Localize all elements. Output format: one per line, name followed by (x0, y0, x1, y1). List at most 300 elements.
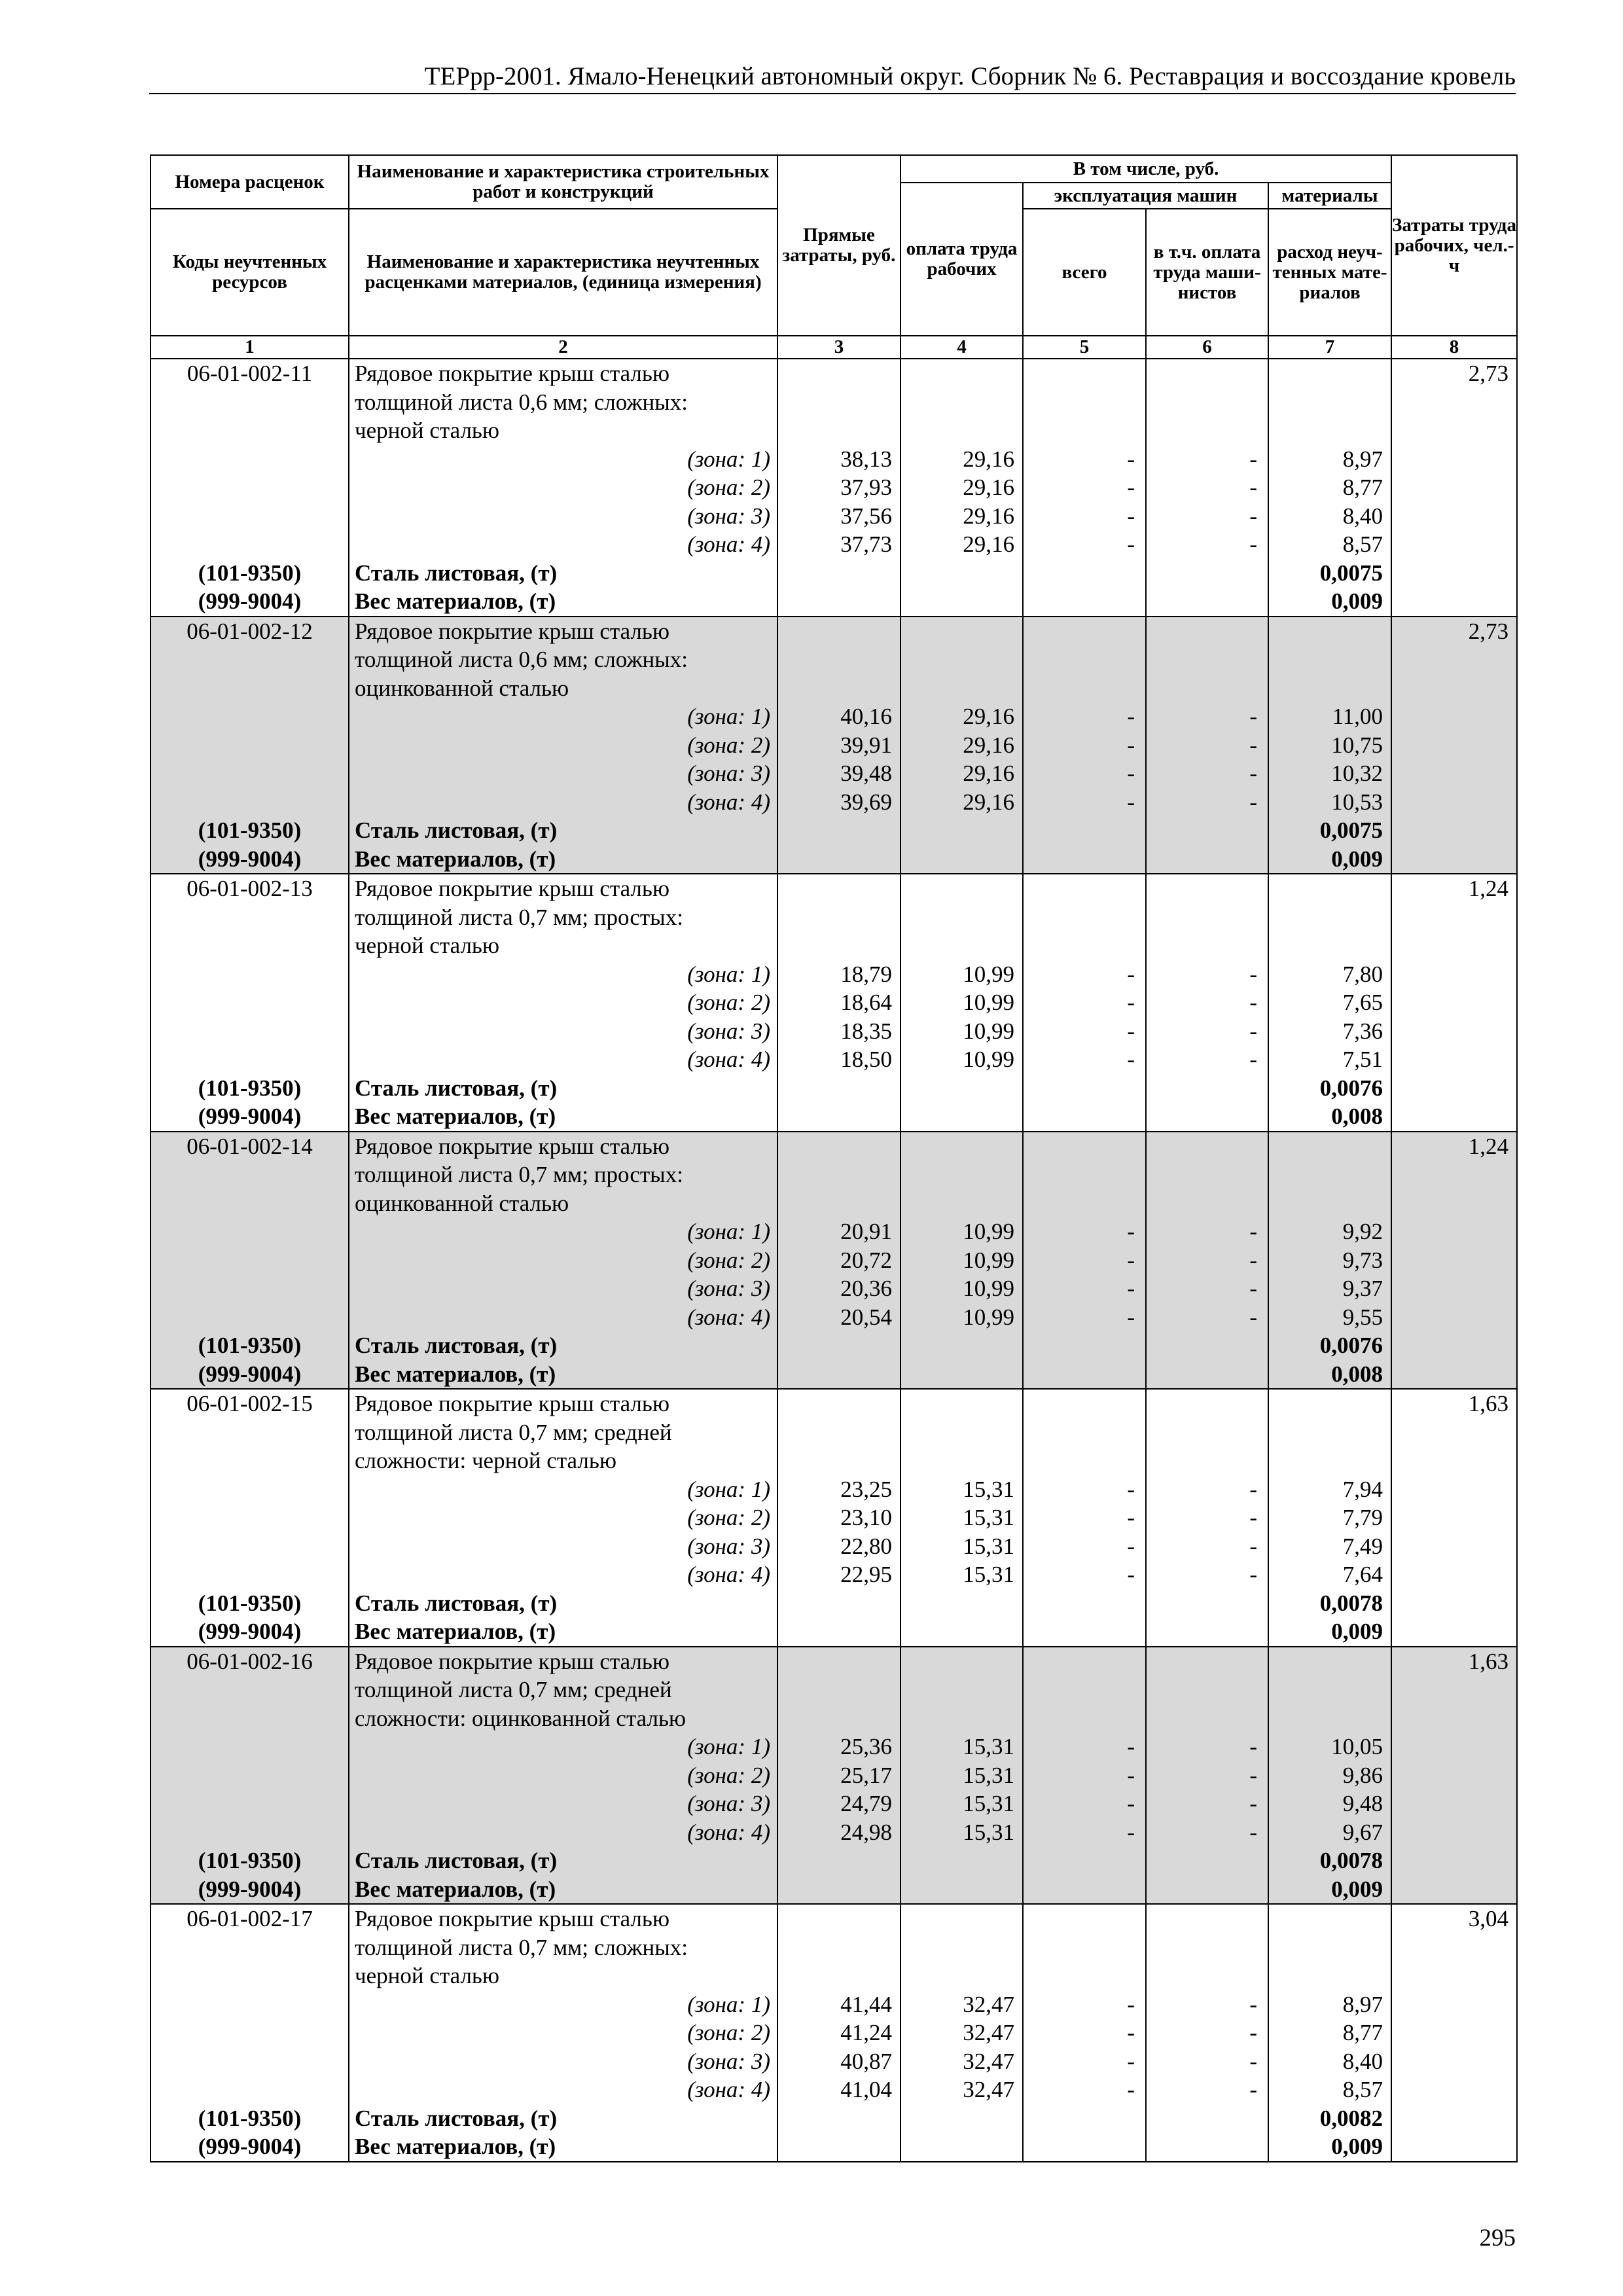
weight-quantity: 0,009 (1331, 1876, 1383, 1902)
zone-value-machines: - (1127, 961, 1135, 987)
labor-hours-cell (1391, 359, 1517, 617)
zone-value-machinist: - (1249, 1819, 1257, 1845)
blank-line (151, 1160, 348, 1189)
rate-description-line: сложности: черной сталью (355, 1448, 616, 1473)
zone-value-machines: - (1127, 1047, 1135, 1072)
blank-line (151, 473, 348, 502)
zone-value-machinist: - (1249, 475, 1257, 500)
steel-quantity: 0,0076 (1319, 1333, 1383, 1358)
blank-line (151, 416, 348, 445)
table-body (151, 359, 1517, 2162)
blank-line (151, 1045, 348, 1074)
zone-value-materials: 8,97 (1342, 1991, 1383, 2017)
blank-line (151, 2018, 348, 2047)
zone-value-machinist: - (1249, 1476, 1257, 1502)
zone-label: (зона: 3) (687, 2048, 770, 2074)
zone-value-labor: 10,99 (963, 1276, 1014, 1301)
zone-value-machines: - (1127, 789, 1135, 815)
zone-value-materials: 8,77 (1342, 475, 1383, 500)
zone-label: (зона: 4) (687, 531, 770, 557)
blank-line (1147, 1962, 1268, 1990)
blank-line (1147, 388, 1268, 417)
zone-value-direct: 20,72 (840, 1247, 892, 1273)
blank-line (901, 1647, 1022, 1676)
zone-value-direct: 23,25 (840, 1476, 892, 1502)
weight-resource-code: (999-9004) (198, 1876, 302, 1902)
blank-line (151, 1503, 348, 1532)
header-rate-numbers: Номера расценок (151, 155, 349, 209)
blank-line (778, 388, 900, 417)
rate-description-line: черной сталью (355, 933, 500, 958)
zone-value-machines: - (1127, 1276, 1135, 1301)
blank-line (1024, 1933, 1145, 1962)
zone-value-machines: - (1127, 446, 1135, 472)
labor-hours-value: 1,24 (1468, 1133, 1509, 1159)
blank-line (151, 1560, 348, 1589)
blank-line (1024, 416, 1145, 445)
rate-code: 06-01-002-14 (187, 1133, 313, 1159)
rate-description-line: оцинкованной сталью (355, 1190, 569, 1216)
zone-value-labor: 10,99 (963, 1304, 1014, 1330)
description-cell (349, 874, 777, 1132)
description-cell (349, 359, 777, 617)
zone-value-direct: 20,54 (840, 1304, 892, 1330)
blank-line (778, 1418, 900, 1447)
blank-line (901, 388, 1022, 417)
materials-cell (1268, 1647, 1391, 1905)
material-name-steel: Сталь листовая, (т) (355, 2105, 558, 2131)
labor-pay-cell (901, 1132, 1023, 1390)
header-direct-costs: Прямые затраты, руб. (777, 155, 901, 336)
blank-line (1024, 1704, 1145, 1733)
blank-line (778, 359, 900, 388)
zone-value-materials: 10,32 (1331, 761, 1383, 786)
zone-label: (зона: 4) (687, 1304, 770, 1330)
header-work-name: Наименование и характеристика строительных работ и конструкций (349, 155, 777, 209)
blank-line (151, 1933, 348, 1962)
zone-value-labor: 15,31 (963, 1562, 1014, 1587)
blank-line (1024, 1676, 1145, 1704)
zone-label: (зона: 4) (687, 2077, 770, 2102)
blank-line (778, 1676, 900, 1704)
zone-label: (зона: 1) (687, 1219, 770, 1244)
material-name-steel: Сталь листовая, (т) (355, 1848, 558, 1873)
blank-line (1024, 1160, 1145, 1189)
weight-resource-code: (999-9004) (198, 846, 302, 872)
zone-value-labor: 29,16 (963, 761, 1014, 786)
zone-label: (зона: 2) (687, 732, 770, 758)
material-name-steel: Сталь листовая, (т) (355, 1075, 558, 1101)
blank-line (1024, 1132, 1145, 1161)
zone-label: (зона: 2) (687, 475, 770, 500)
blank-line (1024, 674, 1145, 703)
weight-quantity: 0,009 (1331, 588, 1383, 614)
code-cell (151, 359, 349, 617)
blank-line (901, 1962, 1022, 1990)
zone-value-materials: 7,36 (1342, 1018, 1383, 1044)
rate-code: 06-01-002-16 (187, 1648, 313, 1674)
blank-line (151, 1217, 348, 1246)
blank-line (901, 1676, 1022, 1704)
column-number: 7 (1268, 336, 1391, 359)
blank-line (151, 988, 348, 1017)
zone-value-materials: 9,48 (1342, 1791, 1383, 1816)
steel-resource-code: (101-9350) (198, 2105, 302, 2131)
blank-line (901, 617, 1022, 646)
blank-line (1147, 674, 1268, 703)
zone-value-labor: 10,99 (963, 1018, 1014, 1044)
blank-line (1269, 1933, 1391, 1962)
zone-value-machines: - (1127, 1762, 1135, 1788)
column-number: 8 (1391, 336, 1517, 359)
zone-value-direct: 39,48 (840, 761, 892, 786)
blank-line (1269, 416, 1391, 445)
blank-line (151, 1303, 348, 1332)
blank-line (151, 530, 348, 559)
material-name-weight: Вес материалов, (т) (355, 1619, 556, 1644)
zone-value-materials: 9,92 (1342, 1219, 1383, 1244)
header-machinist-pay: в т.ч. оплата труда маши-нистов (1146, 209, 1268, 336)
materials-cell (1268, 1132, 1391, 1390)
zone-value-machines: - (1127, 475, 1135, 500)
weight-quantity: 0,009 (1331, 846, 1383, 872)
blank-line (151, 931, 348, 960)
zone-value-machines: - (1127, 1505, 1135, 1530)
code-cell (151, 874, 349, 1132)
header-material-name: Наименование и характеристика неучтенных расценками материалов, (единица измерения) (349, 209, 777, 336)
zone-value-machinist: - (1249, 1219, 1257, 1244)
zone-value-direct: 37,56 (840, 503, 892, 529)
zone-value-machines: - (1127, 2020, 1135, 2045)
blank-line (1269, 645, 1391, 674)
blank-line (151, 1446, 348, 1475)
machinist-pay-cell (1146, 359, 1268, 617)
zone-value-machines: - (1127, 1018, 1135, 1044)
blank-line (778, 1933, 900, 1962)
blank-line (1147, 617, 1268, 646)
blank-line (778, 931, 900, 960)
zone-value-direct: 18,79 (840, 961, 892, 987)
zone-value-materials: 11,00 (1332, 704, 1383, 729)
weight-resource-code: (999-9004) (198, 1361, 302, 1387)
zone-value-materials: 8,57 (1342, 531, 1383, 557)
zone-label: (зона: 1) (687, 1991, 770, 2017)
zone-value-machinist: - (1249, 1304, 1257, 1330)
blank-line (151, 788, 348, 817)
labor-hours-value: 1,24 (1468, 876, 1509, 901)
zone-value-machinist: - (1249, 531, 1257, 557)
steel-resource-code: (101-9350) (198, 1848, 302, 1873)
blank-line (901, 359, 1022, 388)
zone-label: (зона: 1) (687, 446, 770, 472)
direct-costs-cell (777, 1647, 901, 1905)
zone-value-machines: - (1127, 1247, 1135, 1273)
zone-value-direct: 41,24 (840, 2020, 892, 2045)
rate-description-line: Рядовое покрытие крыш сталью (355, 1906, 669, 1931)
blank-line (1269, 674, 1391, 703)
zone-value-direct: 40,16 (840, 704, 892, 729)
blank-line (151, 1017, 348, 1046)
blank-line (151, 645, 348, 674)
material-name-steel: Сталь листовая, (т) (355, 1333, 558, 1358)
weight-quantity: 0,009 (1331, 1619, 1383, 1644)
blank-line (151, 445, 348, 474)
labor-hours-cell (1391, 1132, 1517, 1390)
blank-line (778, 1962, 900, 1990)
zone-label: (зона: 4) (687, 1819, 770, 1845)
zone-label: (зона: 2) (687, 990, 770, 1015)
steel-resource-code: (101-9350) (198, 1075, 302, 1101)
zone-value-direct: 39,91 (840, 732, 892, 758)
blank-line (1147, 645, 1268, 674)
header-including: В том числе, руб. (901, 155, 1391, 183)
labor-pay-cell (901, 1389, 1023, 1647)
blank-line (1147, 1647, 1268, 1676)
zone-value-labor: 15,31 (963, 1476, 1014, 1502)
blank-line (1269, 1905, 1391, 1933)
rate-description-line: Рядовое покрытие крыш сталью (355, 618, 669, 644)
blank-line (151, 1418, 348, 1447)
labor-hours-value: 1,63 (1468, 1391, 1509, 1416)
zone-value-labor: 10,99 (963, 990, 1014, 1015)
rates-table (150, 154, 1518, 2162)
zone-label: (зона: 3) (687, 1018, 770, 1044)
zone-value-materials: 7,65 (1342, 990, 1383, 1015)
rate-description-line: Рядовое покрытие крыш сталью (355, 876, 669, 901)
zone-label: (зона: 1) (687, 704, 770, 729)
machines-total-cell (1023, 1904, 1146, 2162)
zone-value-materials: 7,94 (1342, 1476, 1383, 1502)
blank-line (1024, 1390, 1145, 1418)
machines-total-cell (1023, 1647, 1146, 1905)
zone-value-machinist: - (1249, 789, 1257, 815)
zone-value-machinist: - (1249, 704, 1257, 729)
blank-line (1147, 874, 1268, 903)
rate-description-line: толщиной листа 0,7 мм; сложных: (355, 1934, 688, 1960)
zone-value-labor: 29,16 (963, 446, 1014, 472)
machines-total-cell (1023, 617, 1146, 874)
zone-value-labor: 15,31 (963, 1762, 1014, 1788)
zone-value-labor: 15,31 (963, 1734, 1014, 1759)
blank-line (1269, 617, 1391, 646)
blank-line (151, 759, 348, 788)
zone-value-materials: 7,49 (1342, 1533, 1383, 1559)
blank-line (1024, 874, 1145, 903)
machinist-pay-cell (1146, 1904, 1268, 2162)
table-header (151, 155, 1517, 359)
blank-line (1024, 359, 1145, 388)
description-cell (349, 1389, 777, 1647)
zone-value-direct: 23,10 (840, 1505, 892, 1530)
zone-value-machines: - (1127, 1219, 1135, 1244)
weight-resource-code: (999-9004) (198, 588, 302, 614)
blank-line (151, 702, 348, 731)
description-cell (349, 617, 777, 874)
document-header-title: ТЕРрр-2001. Ямало-Ненецкий автономный округ. Сборник № 6. Реставрация и воссоздание кровель (424, 62, 1516, 90)
header-unaccounted-materials: расход неуч-тенных мате-риалов (1268, 209, 1391, 336)
blank-line (1269, 359, 1391, 388)
header-labor-pay: оплата труда рабочих (901, 183, 1023, 336)
blank-line (1024, 1905, 1145, 1933)
blank-line (901, 1933, 1022, 1962)
zone-value-machines: - (1127, 1304, 1135, 1330)
blank-line (151, 674, 348, 703)
code-cell (151, 1389, 349, 1647)
description-cell (349, 1132, 777, 1390)
blank-line (1269, 1390, 1391, 1418)
zone-value-machinist: - (1249, 1533, 1257, 1559)
zone-value-machinist: - (1249, 1562, 1257, 1587)
zone-value-machinist: - (1249, 1505, 1257, 1530)
zone-value-direct: 41,04 (840, 2077, 892, 2102)
zone-label: (зона: 3) (687, 503, 770, 529)
material-name-weight: Вес материалов, (т) (355, 588, 556, 614)
labor-hours-value: 3,04 (1468, 1906, 1509, 1931)
rate-description-line: Рядовое покрытие крыш сталью (355, 1648, 669, 1674)
blank-line (901, 1189, 1022, 1218)
labor-hours-value: 2,73 (1468, 361, 1509, 386)
blank-line (1269, 1160, 1391, 1189)
blank-line (901, 1905, 1022, 1933)
zone-value-machines: - (1127, 503, 1135, 529)
header-resource-codes: Коды неучтенных ресурсов (151, 209, 349, 336)
zone-value-machines: - (1127, 704, 1135, 729)
zone-value-labor: 29,16 (963, 732, 1014, 758)
blank-line (778, 416, 900, 445)
zone-label: (зона: 1) (687, 1476, 770, 1502)
material-name-weight: Вес материалов, (т) (355, 1876, 556, 1902)
steel-resource-code: (101-9350) (198, 1333, 302, 1358)
machinist-pay-cell (1146, 617, 1268, 874)
zone-value-machines: - (1127, 761, 1135, 786)
zone-value-machines: - (1127, 1734, 1135, 1759)
direct-costs-cell (777, 1132, 901, 1390)
blank-line (1024, 1189, 1145, 1218)
zone-value-labor: 29,16 (963, 475, 1014, 500)
labor-hours-value: 2,73 (1468, 618, 1509, 644)
blank-line (901, 645, 1022, 674)
materials-cell (1268, 359, 1391, 617)
steel-quantity: 0,0075 (1319, 817, 1383, 843)
rate-code: 06-01-002-13 (187, 876, 313, 901)
blank-line (151, 1789, 348, 1818)
blank-line (151, 731, 348, 760)
zone-label: (зона: 3) (687, 1533, 770, 1559)
blank-line (151, 903, 348, 932)
machinist-pay-cell (1146, 1389, 1268, 1647)
zone-value-machines: - (1127, 1476, 1135, 1502)
rate-description-line: толщиной листа 0,6 мм; сложных: (355, 647, 688, 672)
blank-line (151, 1704, 348, 1733)
blank-line (901, 903, 1022, 932)
zone-value-machinist: - (1249, 1047, 1257, 1072)
zone-value-labor: 29,16 (963, 789, 1014, 815)
column-number: 4 (901, 336, 1023, 359)
blank-line (151, 1676, 348, 1704)
direct-costs-cell (777, 617, 901, 874)
material-name-weight: Вес материалов, (т) (355, 1103, 556, 1129)
blank-line (1024, 931, 1145, 960)
column-number: 5 (1023, 336, 1146, 359)
steel-quantity: 0,0078 (1319, 1848, 1383, 1873)
rate-row (151, 1132, 1517, 1390)
zone-value-materials: 7,80 (1342, 961, 1383, 987)
labor-hours-value: 1,63 (1468, 1648, 1509, 1674)
blank-line (1024, 1962, 1145, 1990)
blank-line (1269, 903, 1391, 932)
blank-line (778, 1189, 900, 1218)
rate-row (151, 359, 1517, 617)
blank-line (901, 1418, 1022, 1447)
zone-value-labor: 32,47 (963, 2048, 1014, 2074)
zone-value-direct: 20,36 (840, 1276, 892, 1301)
steel-quantity: 0,0078 (1319, 1590, 1383, 1616)
zone-value-materials: 8,77 (1342, 2020, 1383, 2045)
rate-description-line: Рядовое покрытие крыш сталью (355, 1391, 669, 1416)
blank-line (1147, 1676, 1268, 1704)
rate-description-line: толщиной листа 0,7 мм; простых: (355, 904, 683, 930)
labor-pay-cell (901, 1647, 1023, 1905)
zone-value-materials: 9,86 (1342, 1762, 1383, 1788)
blank-line (1269, 1418, 1391, 1447)
blank-line (1269, 1676, 1391, 1704)
labor-hours-cell (1391, 617, 1517, 874)
zone-label: (зона: 3) (687, 1791, 770, 1816)
blank-line (1269, 1962, 1391, 1990)
rate-code: 06-01-002-15 (187, 1391, 313, 1416)
zone-value-machinist: - (1249, 732, 1257, 758)
rate-description-line: Рядовое покрытие крыш сталью (355, 361, 669, 386)
zone-value-materials: 9,73 (1342, 1247, 1383, 1273)
rate-description-line: Рядовое покрытие крыш сталью (355, 1133, 669, 1159)
zone-value-machinist: - (1249, 1991, 1257, 2017)
zone-value-materials: 10,75 (1331, 732, 1383, 758)
rate-code: 06-01-002-11 (187, 361, 313, 386)
weight-resource-code: (999-9004) (198, 1619, 302, 1644)
machines-total-cell (1023, 1389, 1146, 1647)
zone-value-labor: 29,16 (963, 531, 1014, 557)
blank-line (901, 874, 1022, 903)
blank-line (1147, 1189, 1268, 1218)
zone-value-materials: 7,79 (1342, 1505, 1383, 1530)
header-rule (149, 93, 1516, 94)
zone-value-machinist: - (1249, 1791, 1257, 1816)
blank-line (1269, 1132, 1391, 1161)
zone-value-machinist: - (1249, 1247, 1257, 1273)
zone-label: (зона: 4) (687, 1047, 770, 1072)
blank-line (778, 1132, 900, 1161)
machinist-pay-cell (1146, 1647, 1268, 1905)
zone-value-labor: 10,99 (963, 1047, 1014, 1072)
blank-line (151, 1189, 348, 1218)
zone-value-materials: 9,67 (1342, 1819, 1383, 1845)
blank-line (901, 1160, 1022, 1189)
rate-description-line: сложности: оцинкованной сталью (355, 1705, 687, 1731)
zone-value-machines: - (1127, 531, 1135, 557)
blank-line (778, 1390, 900, 1418)
zone-value-machinist: - (1249, 2077, 1257, 2102)
zone-value-machines: - (1127, 1819, 1135, 1845)
blank-line (901, 1132, 1022, 1161)
blank-line (778, 674, 900, 703)
zone-value-labor: 10,99 (963, 961, 1014, 987)
steel-quantity: 0,0075 (1319, 560, 1383, 586)
blank-line (151, 1274, 348, 1303)
machines-total-cell (1023, 874, 1146, 1132)
labor-hours-cell (1391, 874, 1517, 1132)
zone-value-machinist: - (1249, 761, 1257, 786)
blank-line (778, 903, 900, 932)
